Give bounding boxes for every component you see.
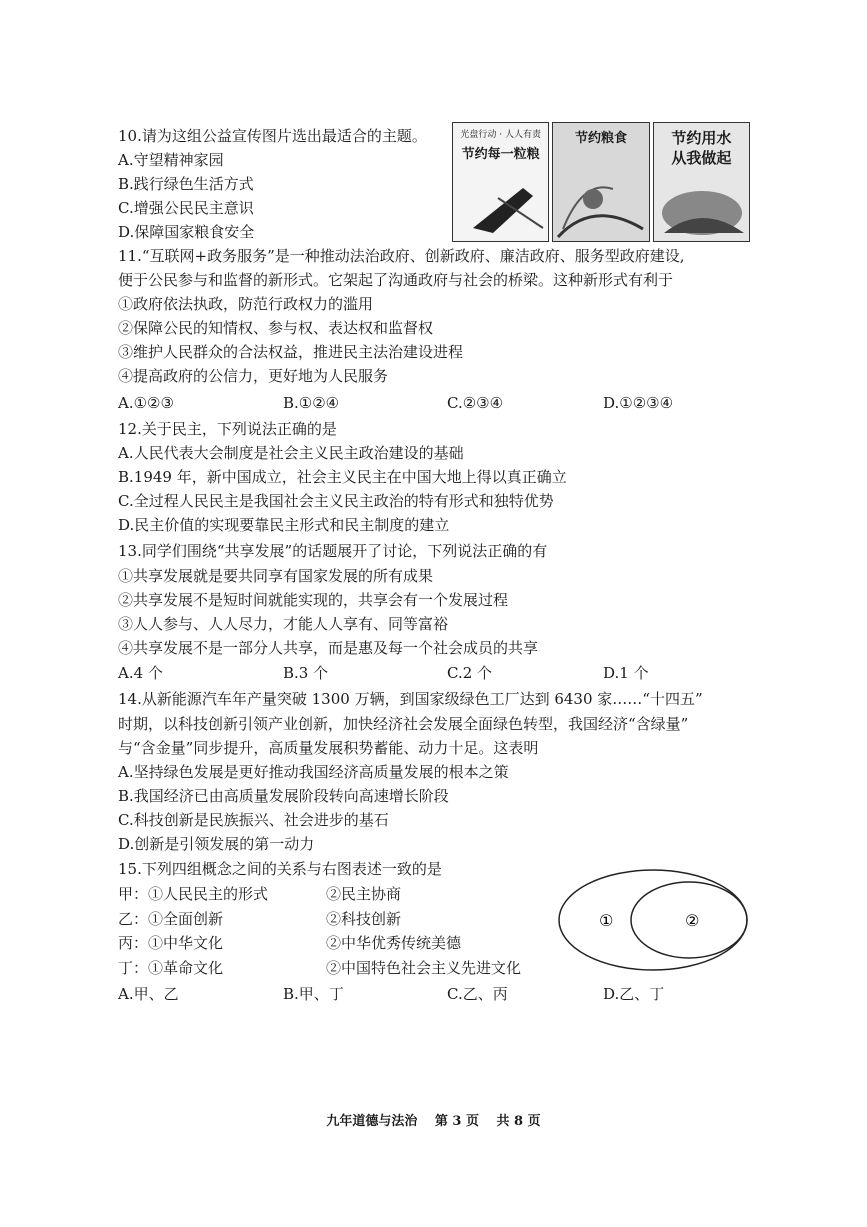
q15-row-bing-b: ②中华优秀传统美德: [326, 934, 462, 952]
q15-row-jia-b: ②民主协商: [326, 885, 402, 903]
q11-line-1: 11.“互联网+政务服务”是一种推动法治政府、创新政府、廉洁政府、服务型政府建设,: [118, 247, 685, 265]
q14-line-3: 与“含金量”同步提升，高质量发展积势蓄能、动力十足。这表明: [118, 739, 539, 757]
q11-item-4: ④提高政府的公信力，更好地为人民服务: [118, 367, 389, 385]
q15-option-a: A.甲、乙: [118, 985, 179, 1003]
poster-save-food: 节约粮食: [552, 122, 649, 242]
q14-option-d: D.创新是引领发展的第一动力: [118, 835, 315, 853]
q14-option-a: A.坚持绿色发展是更好推动我国经济高质量发展的根本之策: [118, 763, 509, 781]
chopsticks-illustration: [453, 168, 549, 238]
q14-option-b: B.我国经济已由高质量发展阶段转向高速增长阶段: [118, 787, 449, 805]
venn-label-inner: ②: [685, 911, 700, 930]
q13-option-a: A.4 个: [118, 664, 163, 682]
q11-item-1: ①政府依法执政，防范行政权力的滥用: [118, 295, 374, 313]
poster-save-grain: 光盘行动 · 人人有责 节约每一粒粮: [452, 122, 549, 242]
q12-stem: 12.关于民主，下列说法正确的是: [118, 420, 337, 438]
water-illustration: [654, 173, 750, 242]
q11-item-2: ②保障公民的知情权、参与权、表达权和监督权: [118, 319, 434, 337]
q15-row-ding-b: ②中国特色社会主义先进文化: [326, 959, 522, 977]
q12-option-a: A.人民代表大会制度是社会主义民主政治建设的基础: [118, 444, 464, 462]
venn-diagram: [555, 866, 755, 976]
q10-option-a: A.守望精神家园: [118, 151, 224, 169]
q13-item-4: ④共享发展不是一部分人共享，而是惠及每一个社会成员的共享: [118, 639, 539, 657]
q10-option-b: B.践行绿色生活方式: [118, 175, 254, 193]
page-footer: 九年道德与法治 第 3 页 共 8 页: [326, 1114, 541, 1129]
poster-save-water: 节约用水 从我做起: [653, 122, 750, 242]
q15-row-jia-a: 甲：①人民民主的形式: [118, 885, 269, 903]
q11-item-3: ③维护人民群众的合法权益，推进民主法治建设进程: [118, 343, 464, 361]
q13-item-2: ②共享发展不是短时间就能实现的，共享会有一个发展过程: [118, 591, 509, 609]
q10-option-c: C.增强公民民主意识: [118, 199, 254, 217]
q12-option-c: C.全过程人民民主是我国社会主义民主政治的特有形式和独特优势: [118, 492, 554, 510]
wheat-illustration: [553, 159, 649, 239]
q15-option-c: C.乙、丙: [447, 985, 508, 1003]
q13-item-3: ③人人参与、人人尽力，才能人人享有、同等富裕: [118, 615, 449, 633]
q15-option-d: D.乙、丁: [603, 985, 665, 1003]
q14-line-2: 时期，以科技创新引领产业创新，加快经济社会发展全面绿色转型，我国经济“含绿量”: [118, 715, 689, 733]
q15-option-b: B.甲、丁: [283, 985, 344, 1003]
q15-row-bing-a: 丙：①中华文化: [118, 934, 224, 952]
q11-option-b: B.①②④: [283, 394, 340, 412]
q11-option-a: A.①②③: [118, 394, 174, 412]
q11-option-c: C.②③④: [447, 394, 504, 412]
q11-line-2: 便于公民参与和监督的新形式。它架起了沟通政府与社会的桥梁。这种新形式有利于: [118, 271, 674, 289]
q13-option-d: D.1 个: [603, 664, 649, 682]
q13-item-1: ①共享发展就是要共同享有国家发展的所有成果: [118, 567, 434, 585]
q13-option-c: C.2 个: [447, 664, 493, 682]
outer-ellipse: [559, 870, 747, 970]
q15-row-yi-a: 乙：①全面创新: [118, 910, 224, 928]
q15-row-ding-a: 丁：①革命文化: [118, 959, 224, 977]
venn-label-outer: ①: [599, 911, 614, 930]
q14-option-c: C.科技创新是民族振兴、社会进步的基石: [118, 811, 389, 829]
q13-stem: 13.同学们围绕“共享发展”的话题展开了讨论，下列说法正确的有: [118, 542, 548, 560]
q12-option-d: D.民主价值的实现要靠民主形式和民主制度的建立: [118, 516, 450, 534]
q10-poster-group: [452, 122, 750, 242]
q14-line-1: 14.从新能源汽车年产量突破 1300 万辆，到国家级绿色工厂达到 6430 家……“十四五”: [118, 690, 703, 708]
q11-option-d: D.①②③④: [603, 394, 674, 412]
q15-stem: 15.下列四组概念之间的关系与右图表述一致的是: [118, 860, 442, 878]
q13-option-b: B.3 个: [283, 664, 329, 682]
q12-option-b: B.1949 年，新中国成立，社会主义民主在中国大地上得以真正确立: [118, 468, 567, 486]
q15-row-yi-b: ②科技创新: [326, 910, 402, 928]
q10-stem: 10.请为这组公益宣传图片选出最适合的主题。: [118, 127, 427, 145]
q10-option-d: D.保障国家粮食安全: [118, 223, 255, 241]
